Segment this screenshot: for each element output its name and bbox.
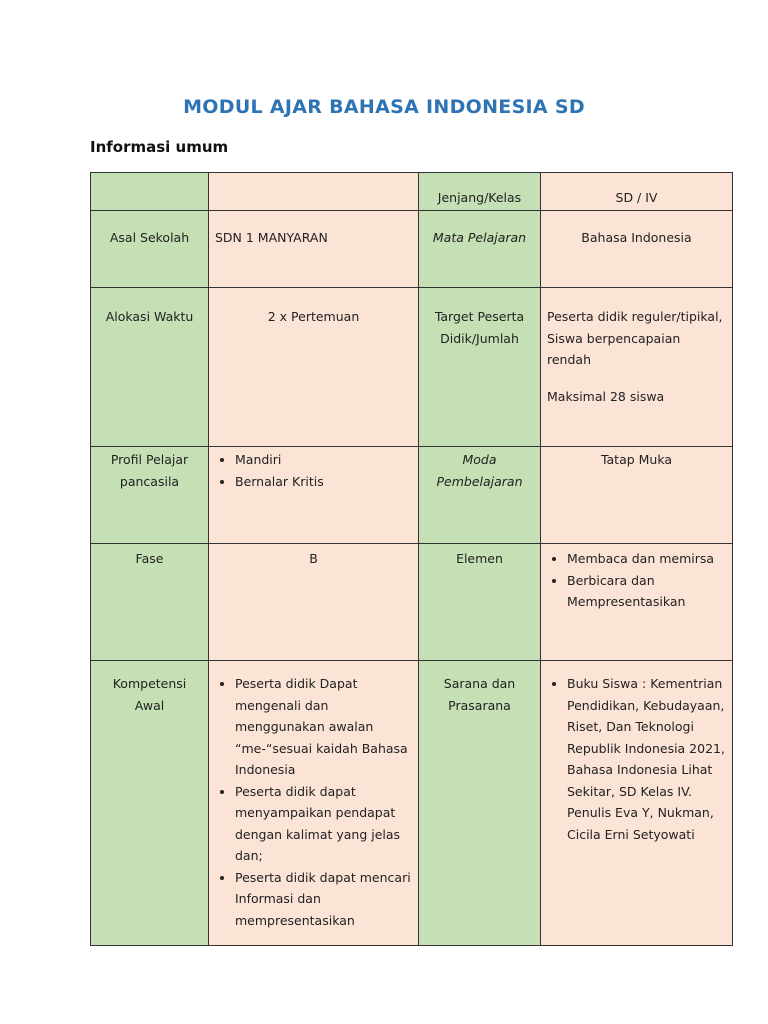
list-item: • Peserta didik Dapat mengenali dan menggunakan awalan “me-“sesuai kaidah Bahasa Indonesia: [235, 673, 412, 781]
cell-label-sarana: Sarana dan Prasarana: [419, 661, 541, 946]
table-row: [91, 173, 733, 211]
list-item: • Peserta didik dapat menyampaikan pendapat dengan kalimat yang jelas dan;: [235, 781, 412, 867]
cell-value-mata-pelajaran: Bahasa Indonesia: [541, 211, 733, 288]
cell-value-sarana: [541, 661, 733, 946]
list-item: • Buku Siswa : Kementrian Pendidikan, Kebudayaan, Riset, Dan Teknologi Republik Indonesia 2021, Bahasa Indonesia Lihat Sekitar, SD Kelas IV. Penulis Eva Y, Nukman, Cicila Erni Setyowati: [567, 673, 726, 845]
table-row: [91, 211, 733, 288]
list-item: • Peserta didik dapat mencari Informasi dan mempresentasikan: [235, 867, 412, 932]
target-paragraph: Peserta didik reguler/tipikal, Siswa berpencapaian rendah: [547, 309, 723, 367]
cell-value-alokasi-waktu: 2 x Pertemuan: [209, 288, 419, 447]
section-heading: Informasi umum: [90, 138, 229, 156]
cell-label-moda: Moda Pembelajaran: [419, 447, 541, 544]
list-item: • Bernalar Kritis: [235, 471, 412, 493]
kompetensi-list: [215, 673, 412, 931]
table-row: [91, 661, 733, 946]
cell-value-moda: Tatap Muka: [541, 447, 733, 544]
cell-value-profil-pelajar: [209, 447, 419, 544]
list-item: • Membaca dan memirsa: [567, 548, 726, 570]
list-item: • Berbicara dan Mempresentasikan: [567, 570, 726, 613]
cell-label-jenjang: Jenjang/Kelas: [419, 173, 541, 211]
cell-label-kompetensi-awal: Kompetensi Awal: [91, 661, 209, 946]
cell-value-target-peserta: [541, 288, 733, 447]
cell-value: [209, 173, 419, 211]
cell-value-fase: B: [209, 544, 419, 661]
info-table: [90, 172, 733, 946]
table-row: [91, 544, 733, 661]
cell-value-asal-sekolah: SDN 1 MANYARAN: [209, 211, 419, 288]
cell-label-alokasi-waktu: Alokasi Waktu: [91, 288, 209, 447]
cell-label-mata-pelajaran: Mata Pelajaran: [419, 211, 541, 288]
table-row: [91, 288, 733, 447]
table-row: [91, 447, 733, 544]
cell-label-asal-sekolah: Asal Sekolah: [91, 211, 209, 288]
profil-list: [215, 449, 412, 492]
elemen-list: [547, 548, 726, 613]
cell-label-elemen: Elemen: [419, 544, 541, 661]
cell-value-kompetensi-awal: [209, 661, 419, 946]
target-paragraph: Maksimal 28 siswa: [547, 388, 665, 404]
list-item: • Mandiri: [235, 449, 412, 471]
cell-label-target-peserta: Target Peserta Didik/Jumlah: [419, 288, 541, 447]
sarana-list: [547, 673, 726, 845]
cell-value-kelas: SD / IV: [541, 173, 733, 211]
document-title: MODUL AJAR BAHASA INDONESIA SD: [183, 96, 585, 118]
cell-label-fase: Fase: [91, 544, 209, 661]
cell-label-profil-pelajar: Profil Pelajar pancasila: [91, 447, 209, 544]
cell-value-elemen: [541, 544, 733, 661]
cell-label: [91, 173, 209, 211]
